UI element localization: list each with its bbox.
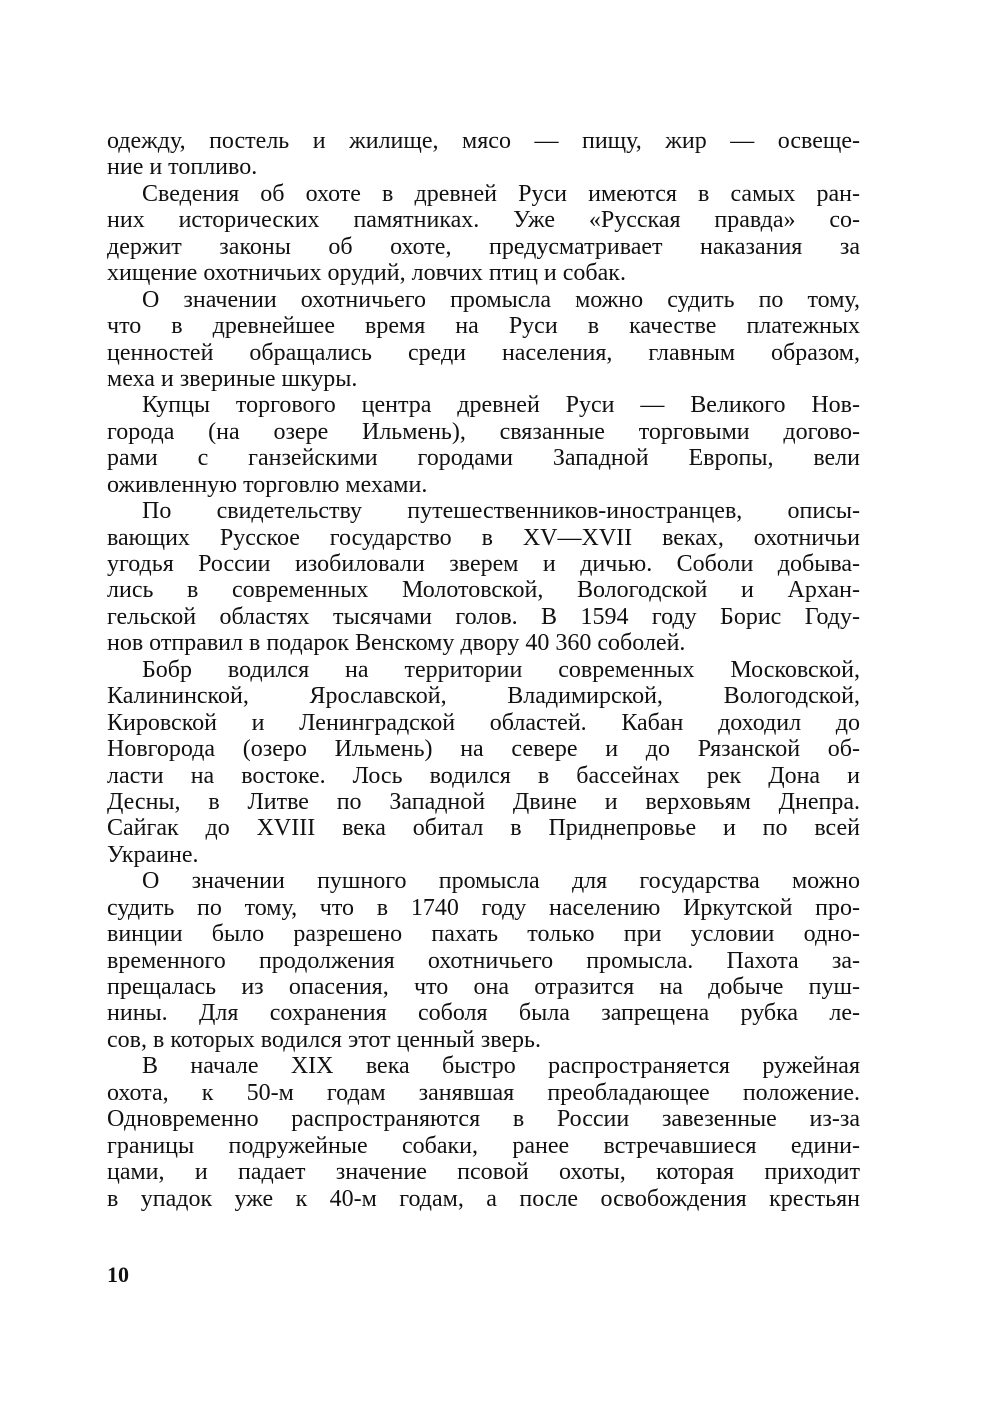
text-line: сов, в которых водился этот ценный зверь. (107, 1026, 542, 1053)
text-line: что в древнейшее время на Руси в качестве платежных (107, 313, 860, 340)
text-line: Бобр водился на территории современных Московской, (142, 656, 860, 683)
text-line: города (на озере Ильмень), связанные торговыми догово- (107, 418, 860, 445)
page-number: 10 (107, 1262, 129, 1287)
text-line: меха и звериные шкуры. (107, 365, 358, 392)
text-line: угодья России изобиловали зверем и дичью. Соболи добыва- (107, 551, 860, 577)
text-line: Украине. (107, 841, 199, 868)
text-line: цами, и падает значение псовой охоты, которая приходит (107, 1159, 860, 1186)
text-line: судить по тому, что в 1740 году населению Иркутской про- (107, 894, 860, 921)
text-line: временного продолжения охотничьего промысла. Пахота за- (107, 947, 860, 974)
paragraph (107, 392, 860, 498)
text-line: границы подружейные собаки, ранее встречавшиеся едини- (107, 1132, 860, 1159)
text-line: гельской областях тысячами голов. В 1594 году Борис Году- (107, 603, 860, 630)
text-line: охота, к 50-м годам занявшая преобладающее положение. (107, 1079, 860, 1106)
paragraph (107, 868, 860, 1053)
text-line: оживленную торговлю мехами. (107, 471, 428, 498)
paragraph (107, 657, 860, 869)
text-line: рами с ганзейскими городами Западной Европы, вели (107, 445, 860, 472)
text-line: Новгорода (озеро Ильмень) на севере и до Рязанской об- (107, 736, 860, 763)
text-line: держит законы об охоте, предусматривает наказания за (107, 233, 860, 260)
text-line: хищение охотничьих орудий, ловчих птиц и собак. (107, 260, 626, 287)
text-line: Сайгак до XVIII века обитал в Приднепровье и по всей (107, 815, 860, 842)
text-line: Калининской, Ярославской, Владимирской, Вологодской, (107, 683, 860, 710)
paragraph (107, 287, 860, 393)
text-line: ние и топливо. (107, 154, 258, 181)
text-line: них исторических памятниках. Уже «Русская правда» со- (107, 207, 860, 234)
text-line: ласти на востоке. Лось водился в бассейнах рек Дона и (107, 762, 860, 789)
text-line: О значении охотничьего промысла можно судить по тому, (142, 286, 860, 313)
text-line: одежду, постель и жилище, мясо — пищу, жир — освеще- (107, 128, 860, 154)
text-line: вающих Русское государство в XV—XVII веках, охотничьи (107, 524, 860, 551)
text-line: Кировской и Ленинградской областей. Кабан доходил до (107, 709, 860, 736)
text-line: По свидетельству путешественников-иностранцев, описы- (142, 498, 860, 525)
text-line: нов отправил в подарок Венскому двору 40 360 соболей. (107, 630, 686, 657)
paragraph (107, 181, 860, 287)
text-line: Десны, в Литве по Западной Двине и верховьям Днепра. (107, 788, 860, 815)
paragraph (107, 1053, 860, 1212)
text-line: лись в современных Молотовской, Вологодской и Архан- (107, 577, 860, 604)
text-line: ценностей обращались среди населения, главным образом, (107, 339, 860, 366)
text-line: прещалась из опасения, что она отразится на добыче пуш- (107, 974, 860, 1000)
text-line: В начале XIX века быстро распространяется ружейная (142, 1053, 860, 1080)
paragraph (107, 498, 860, 657)
text-line: нины. Для сохранения соболя была запрещена рубка ле- (107, 1000, 860, 1027)
text-line: О значении пушного промысла для государства можно (142, 868, 860, 895)
text-line: винции было разрешено пахать только при условии одно- (107, 921, 860, 948)
text-line: в упадок уже к 40-м годам, а после освобождения крестьян (107, 1185, 860, 1212)
text-line: Купцы торгового центра древней Руси — Великого Нов- (142, 392, 860, 419)
page-body (107, 128, 860, 1212)
text-line: Одновременно распространяются в России завезенные из-за (107, 1106, 860, 1133)
paragraph (107, 128, 860, 181)
text-line: Сведения об охоте в древней Руси имеются в самых ран- (142, 180, 860, 207)
